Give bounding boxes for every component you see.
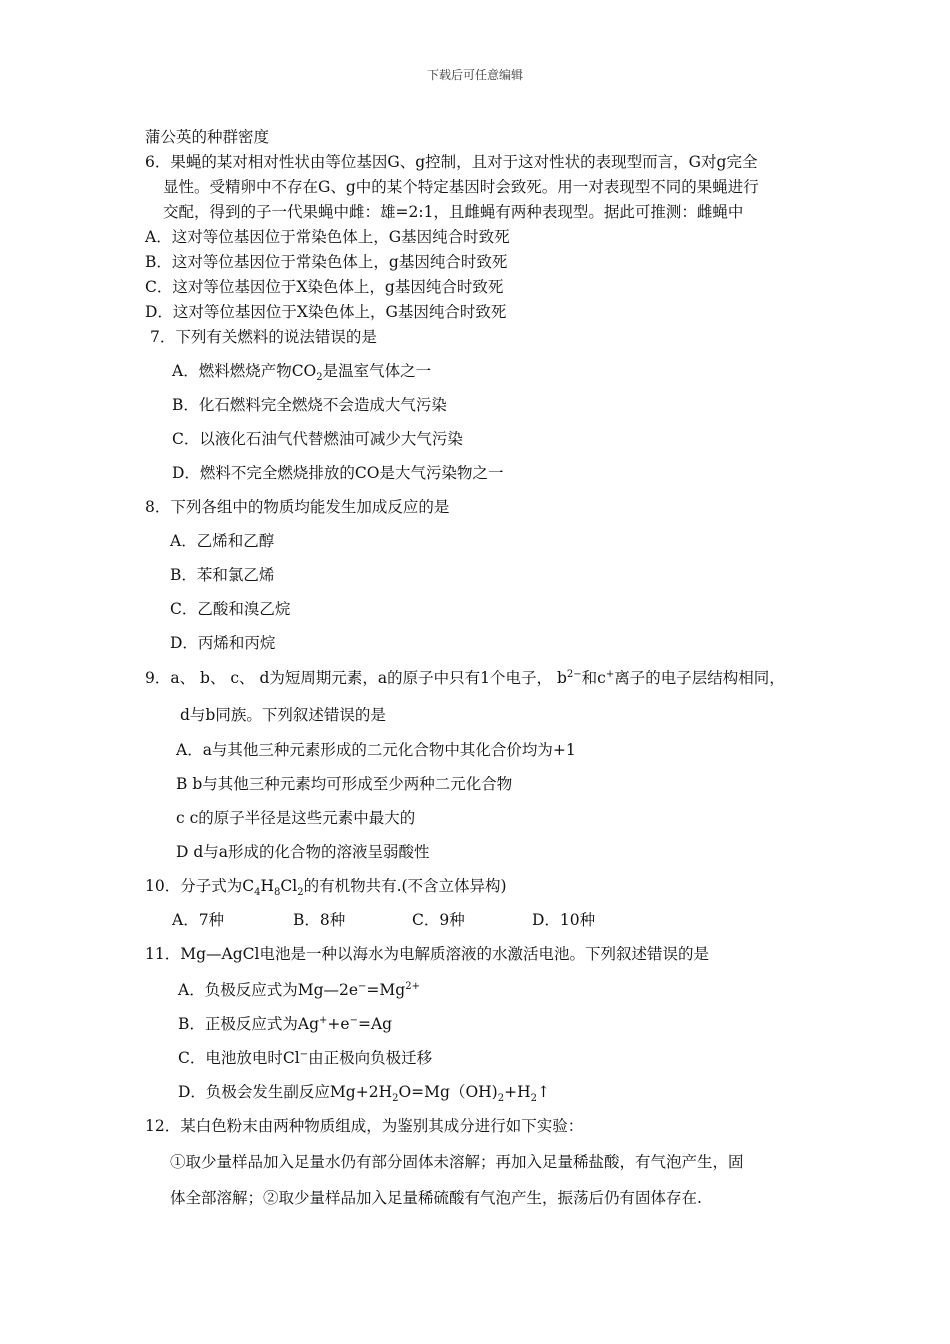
question-11-stem: 11．Mg—AgCl电池是一种以海水为电解质溶液的水激活电池。下列叙述错误的是 xyxy=(145,945,709,963)
question-6-option-d: D．这对等位基因位于X染色体上，G基因纯合时致死 xyxy=(145,303,507,321)
question-11-option-d: D．负极会发生副反应$Mg+2H_2O=Mg(OH)_2+H_2↑$ xyxy=(178,1083,550,1105)
question-10-option-c: C．9种 xyxy=(412,911,465,929)
text-line: 蒲公英的种群密度 xyxy=(145,128,270,146)
question-7-option-b: B．化石燃料完全燃烧不会造成大气污染 xyxy=(172,396,447,414)
question-6-stem-cont: 交配，得到的子一代果蝇中雌：雄=2:1，且雌蝇有两种表现型。据此可推测：雌蝇中 xyxy=(163,203,744,221)
question-11-option-b: B．正极反应式为Ag++e−=Ag xyxy=(178,1014,393,1033)
question-12-step-2: 体全部溶解；②取少量样品加入足量稀硫酸有气泡产生，振荡后仍有固体存在. xyxy=(170,1189,702,1207)
question-7-stem: 7．下列有关燃料的说法错误的是 xyxy=(150,328,377,346)
question-9-stem: 9．a、 b、 c、 d为短周期元素，a的原子中只有1个电子， $b^{2-}$和c+离子的电子层结构相同， xyxy=(145,668,785,687)
question-6-stem-cont: 显性。受精卵中不存在G、g中的某个特定基因时会致死。用一对表现型不同的果蝇进行 xyxy=(163,178,759,196)
question-9-option-a: A．a与其他三种元素形成的二元化合物中其化合价均为+1 xyxy=(176,741,576,759)
question-7-option-d: D．燃料不完全燃烧排放的CO是大气污染物之一 xyxy=(172,464,504,482)
question-11-option-c: C．电池放电时Cl−由正极向负极迁移 xyxy=(178,1048,433,1067)
question-11-option-a: A．负极反应式为$Mg—2e^-=Mg^{2+}$ xyxy=(178,980,420,999)
question-10-option-d: D．10种 xyxy=(532,911,596,929)
question-7-option-a: A．燃料燃烧产物$CO_2$是温室气体之一 xyxy=(172,362,432,384)
question-10-option-b: B．8种 xyxy=(293,911,346,929)
question-9-stem-cont: d与b同族。下列叙述错误的是 xyxy=(180,706,386,724)
question-12-step-1: ①取少量样品加入足量水仍有部分固体未溶解；再加入足量稀盐酸，有气泡产生，固 xyxy=(170,1153,744,1171)
question-10-option-a: A．7种 xyxy=(172,911,225,929)
question-6-option-a: A．这对等位基因位于常染色体上，G基因纯合时致死 xyxy=(145,228,510,246)
page-header: 下载后可任意编辑 xyxy=(426,68,523,82)
question-8-option-b: B．苯和氯乙烯 xyxy=(170,566,275,584)
question-8-option-c: C．乙酸和溴乙烷 xyxy=(170,600,291,618)
question-6-stem: 6．果蝇的某对相对性状由等位基因G、g控制，且对于这对性状的表现型而言，G对g完全 xyxy=(145,153,758,171)
question-8-option-d: D．丙烯和丙烷 xyxy=(170,634,276,652)
question-9-option-c: c c的原子半径是这些元素中最大的 xyxy=(176,809,416,827)
question-6-option-c: C．这对等位基因位于X染色体上，g基因纯合时致死 xyxy=(145,278,504,296)
question-8-option-a: A．乙烯和乙醇 xyxy=(170,532,275,550)
question-6-option-b: B．这对等位基因位于常染色体上，g基因纯合时致死 xyxy=(145,253,508,271)
question-7-option-c: C．以液化石油气代替燃油可减少大气污染 xyxy=(172,430,463,448)
question-9-option-b: B b与其他三种元素均可形成至少两种二元化合物 xyxy=(176,775,513,793)
question-9-option-d: D d与a形成的化合物的溶液呈弱酸性 xyxy=(176,843,430,861)
question-12-stem: 12．某白色粉末由两种物质组成，为鉴别其成分进行如下实验： xyxy=(145,1117,584,1135)
question-8-stem: 8．下列各组中的物质均能发生加成反应的是 xyxy=(145,498,450,516)
question-10-stem: 10．分子式为$C_4H_8Cl_2$的有机物共有.(不含立体异构) xyxy=(145,877,507,899)
